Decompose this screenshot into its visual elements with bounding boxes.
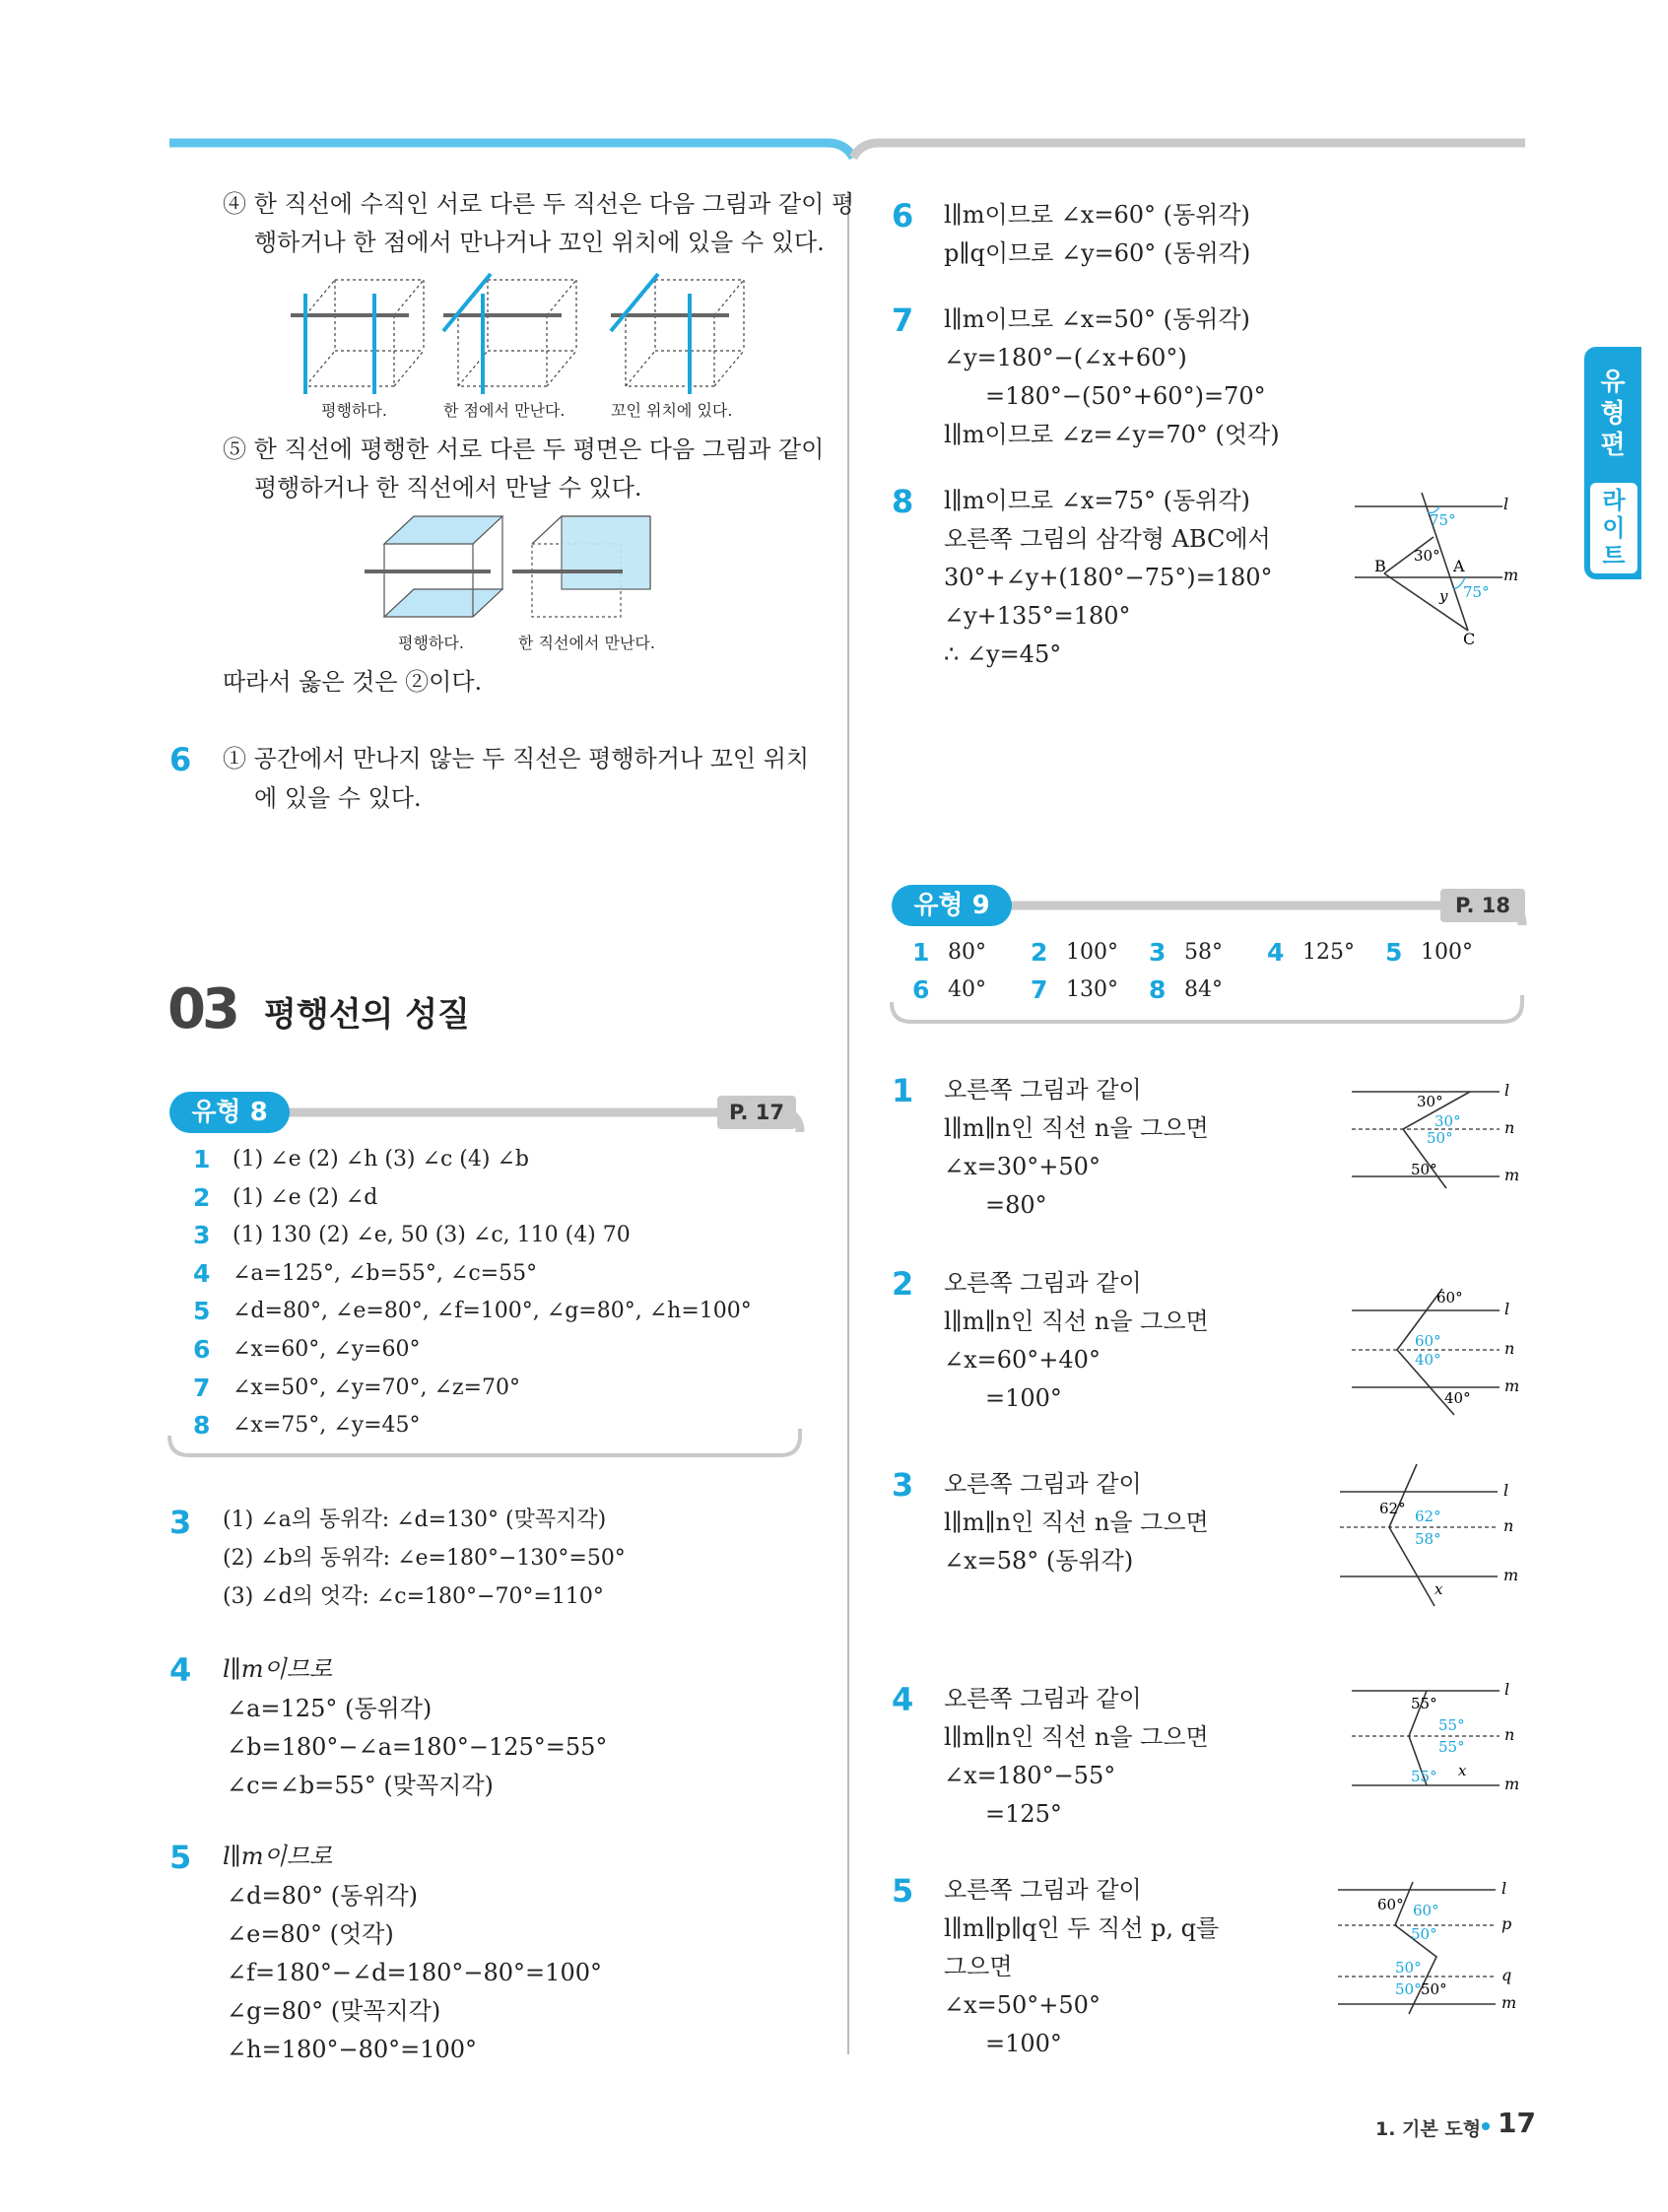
footer-page: 17 (1498, 2107, 1536, 2139)
type9-answer-number: 3 (1149, 938, 1167, 967)
q2-line2: l∥m∥n인 직선 n을 그으면 (944, 1307, 1209, 1335)
q2-line1: 오른쪽 그림과 같이 (944, 1269, 1142, 1297)
p6-line2: 에 있을 수 있다. (254, 784, 422, 812)
q5-angle-d: 50° (1395, 1959, 1422, 1977)
sol7-line2: ∠y=180°−(∠x+60°) (944, 344, 1187, 371)
q3-label-x: x (1434, 1580, 1443, 1598)
q5-label-p: p (1501, 1914, 1512, 1933)
type9-label: 유형 9 (892, 885, 1012, 926)
q1-label-l: l (1504, 1081, 1510, 1100)
q1-angle-c: 50° (1427, 1129, 1453, 1147)
q1-label-n: n (1504, 1118, 1515, 1137)
q4-line1: 오른쪽 그림과 같이 (944, 1685, 1142, 1712)
q5-line2: l∥m∥p∥q인 두 직선 p, q를 (944, 1914, 1220, 1942)
sol5-line6: ∠h=180°−80°=100° (227, 2036, 478, 2063)
side-tab-top: 유형편 (1600, 368, 1626, 460)
type8-answer-number: 3 (193, 1221, 211, 1250)
type9-answer-number: 8 (1149, 975, 1167, 1004)
type8-page: P. 17 (717, 1096, 796, 1129)
problem-number: 4 (892, 1681, 914, 1718)
sol3-line2: (2) ∠b의 동위각: ∠e=180°−130°=50° (223, 1546, 626, 1571)
q2-angle-a: 60° (1436, 1289, 1463, 1307)
q2-label-m: m (1504, 1376, 1520, 1395)
q4-label-l: l (1504, 1680, 1510, 1699)
type9-answer-value: 100° (1421, 940, 1473, 965)
q1-line4: =80° (985, 1191, 1047, 1219)
problem-number: 8 (892, 483, 914, 520)
figure-q3 (1340, 1460, 1527, 1608)
q1-line3: ∠x=30°+50° (944, 1153, 1101, 1180)
type9-answer-value: 58° (1184, 940, 1223, 965)
type8-answer-value: ∠x=60°, ∠y=60° (233, 1337, 421, 1362)
sol8-line5: ∴ ∠y=45° (944, 640, 1062, 668)
q3-label-l: l (1503, 1481, 1509, 1500)
q2-label-n: n (1504, 1339, 1515, 1358)
type9-answer-number: 6 (912, 975, 930, 1004)
q5-line4: ∠x=50°+50° (944, 1991, 1101, 2019)
figure-q5 (1338, 1878, 1525, 2016)
sol8-line4: ∠y+135°=180° (944, 602, 1131, 630)
problem-number: 6 (169, 741, 192, 778)
problem-number: 2 (892, 1265, 914, 1303)
problem-number: 1 (892, 1072, 914, 1109)
type8-answer-value: ∠x=75°, ∠y=45° (233, 1413, 421, 1439)
problem-number: 5 (892, 1872, 914, 1910)
q4-angle-a: 55° (1411, 1695, 1437, 1712)
q4-label-n: n (1504, 1725, 1515, 1744)
sol4-line2: ∠a=125° (동위각) (227, 1695, 433, 1722)
type8-answer-number: 7 (193, 1373, 211, 1402)
type9-answer-value: 130° (1066, 977, 1118, 1002)
q4-angle-d: 55° (1411, 1768, 1437, 1785)
problem-number: 3 (892, 1466, 914, 1504)
figure-q1 (1352, 1082, 1529, 1190)
fig8-label-y: y (1439, 587, 1448, 605)
q2-angle-d: 40° (1444, 1389, 1471, 1407)
q1-label-m: m (1504, 1166, 1520, 1184)
type8-answer-value: (1) 130 (2) ∠e, 50 (3) ∠c, 110 (4) 70 (233, 1223, 631, 1248)
sol8-line3: 30°+∠y+(180°−75°)=180° (944, 564, 1273, 591)
type9-answer-number: 4 (1267, 938, 1285, 967)
q5-label-q: q (1501, 1966, 1512, 1984)
q1-line2: l∥m∥n인 직선 n을 그으면 (944, 1114, 1209, 1142)
sol7-line3: =180°−(50°+60°)=70° (985, 382, 1266, 410)
sol5-line5: ∠g=80° (맞꼭지각) (227, 1997, 441, 2025)
sol5-line1: l∥m이므로 (223, 1843, 333, 1870)
q5-label-l: l (1501, 1879, 1507, 1898)
type9-answer-value: 80° (948, 940, 986, 965)
type8-label: 유형 8 (169, 1092, 290, 1133)
type9-page: P. 18 (1440, 889, 1525, 922)
q5-angle-b: 60° (1413, 1902, 1439, 1919)
q5-angle-c: 50° (1411, 1925, 1437, 1943)
q3-label-m: m (1503, 1566, 1519, 1584)
sol5-line3: ∠e=80° (엇각) (227, 1920, 394, 1948)
sol6-line1: l∥m이므로 ∠x=60° (동위각) (944, 201, 1250, 229)
q1-angle-b: 30° (1434, 1112, 1461, 1130)
figure-q2 (1352, 1269, 1529, 1427)
item4-line2: 행하거나 한 점에서 만나거나 꼬인 위치에 있을 수 있다. (254, 229, 825, 256)
q2-angle-b: 60° (1415, 1332, 1441, 1350)
q3-angle-c: 58° (1415, 1530, 1441, 1548)
sol5-line4: ∠f=180°−∠d=180°−80°=100° (227, 1959, 602, 1986)
q4-label-m: m (1504, 1775, 1520, 1793)
type8-answer-value: (1) ∠e (2) ∠d (233, 1184, 378, 1210)
type8-answer-number: 5 (193, 1297, 211, 1326)
q2-label-l: l (1504, 1300, 1510, 1318)
fig8-angle-75-top: 75° (1430, 511, 1456, 529)
sol8-line2: 오른쪽 그림의 삼각형 ABC에서 (944, 525, 1271, 553)
q3-line3: ∠x=58° (동위각) (944, 1547, 1134, 1575)
type8-answer-number: 1 (193, 1145, 211, 1173)
q5-angle-e: 50° (1395, 1980, 1422, 1998)
q1-line1: 오른쪽 그림과 같이 (944, 1076, 1142, 1104)
fig8-label-m: m (1503, 566, 1519, 584)
caption-planes-meet: 한 직선에서 만난다. (518, 634, 655, 652)
q4-label-x: x (1458, 1762, 1467, 1779)
q5-line3: 그으면 (944, 1953, 1013, 1980)
type8-answer-number: 4 (193, 1258, 211, 1288)
q3-angle-a: 62° (1379, 1500, 1406, 1517)
type9-answer-number: 1 (912, 938, 930, 967)
type8-answer-number: 6 (193, 1335, 211, 1364)
q4-angle-b: 55° (1438, 1716, 1465, 1734)
header-bar (0, 0, 1668, 158)
problem-number: 3 (169, 1504, 192, 1541)
p6-line1: ① 공간에서 만나지 않는 두 직선은 평행하거나 꼬인 위치 (223, 745, 810, 772)
fig8-label-a: A (1453, 557, 1465, 575)
item5-line2: 평행하거나 한 직선에서 만날 수 있다. (254, 474, 642, 502)
q4-line3: ∠x=180°−55° (944, 1762, 1116, 1789)
q4-angle-c: 55° (1438, 1738, 1465, 1756)
fig8-angle-30: 30° (1414, 547, 1440, 565)
q2-line3: ∠x=60°+40° (944, 1346, 1101, 1374)
q3-angle-b: 62° (1415, 1508, 1441, 1525)
column-divider (847, 192, 849, 2054)
type9-answer-value: 40° (948, 977, 986, 1002)
fig8-label-b: B (1374, 557, 1386, 575)
q2-angle-c: 40° (1415, 1351, 1441, 1369)
sol5-line2: ∠d=80° (동위각) (227, 1882, 419, 1910)
caption-skew: 꼬인 위치에 있다. (611, 401, 733, 420)
footer-dot (1482, 2122, 1490, 2130)
sol7-line4: l∥m이므로 ∠z=∠y=70° (엇각) (944, 421, 1280, 448)
q4-line4: =125° (985, 1800, 1062, 1828)
type9-answer-number: 2 (1031, 938, 1048, 967)
figure-q4 (1352, 1679, 1529, 1797)
caption-meet: 한 점에서 만난다. (443, 401, 566, 420)
q1-angle-a: 30° (1417, 1093, 1443, 1110)
type9-answer-number: 5 (1385, 938, 1403, 967)
problem-number: 6 (892, 197, 914, 235)
problem-number: 4 (169, 1651, 192, 1689)
type8-answer-value: ∠x=50°, ∠y=70°, ∠z=70° (233, 1374, 520, 1400)
type8-answer-value: ∠d=80°, ∠e=80°, ∠f=100°, ∠g=80°, ∠h=100° (233, 1299, 752, 1324)
sol4-line3: ∠b=180°−∠a=180°−125°=55° (227, 1733, 608, 1761)
problem-number: 5 (169, 1839, 192, 1876)
figure-triangle-abc (1355, 493, 1532, 650)
sol7-line1: l∥m이므로 ∠x=50° (동위각) (944, 305, 1250, 333)
q1-angle-d: 50° (1411, 1161, 1437, 1178)
type8-answer-number: 2 (193, 1182, 211, 1212)
type9-answer-value: 84° (1184, 977, 1223, 1002)
type9-answer-value: 100° (1066, 940, 1118, 965)
q3-line2: l∥m∥n인 직선 n을 그으면 (944, 1508, 1209, 1536)
sol4-line1: l∥m이므로 (223, 1655, 333, 1683)
item5-line1: ⑤ 한 직선에 평행한 서로 다른 두 평면은 다음 그림과 같이 (223, 436, 825, 463)
q4-line2: l∥m∥n인 직선 n을 그으면 (944, 1723, 1209, 1751)
fig8-angle-75: 75° (1463, 583, 1490, 601)
caption-parallel: 평행하다. (321, 401, 387, 420)
item4-line1: ④ 한 직선에 수직인 서로 다른 두 직선은 다음 그림과 같이 평 (223, 190, 855, 218)
problem-number: 7 (892, 302, 914, 339)
sol6-line2: p∥q이므로 ∠y=60° (동위각) (944, 239, 1251, 267)
footer-chapter: 1. 기본 도형 (1375, 2118, 1482, 2140)
sol3-line3: (3) ∠d의 엇각: ∠c=180°−70°=110° (223, 1584, 604, 1609)
q5-label-m: m (1501, 1993, 1517, 2012)
side-tab-bottom: 라이트 (1602, 487, 1626, 570)
q2-line4: =100° (985, 1384, 1062, 1412)
section-number: 03 (167, 977, 236, 1041)
q5-angle-f: 50° (1421, 1980, 1447, 1998)
type9-answer-number: 7 (1031, 975, 1048, 1004)
fig8-label-l: l (1503, 495, 1509, 513)
sol8-line1: l∥m이므로 ∠x=75° (동위각) (944, 487, 1250, 514)
sol3-line1: (1) ∠a의 동위각: ∠d=130° (맞꼭지각) (223, 1508, 607, 1532)
figure-perpendicular-lines (286, 274, 739, 392)
type8-answer-number: 8 (193, 1411, 211, 1441)
q5-line5: =100° (985, 2030, 1062, 2057)
conclusion: 따라서 옳은 것은 ②이다. (223, 668, 483, 696)
section-title: 평행선의 성질 (264, 995, 470, 1035)
fig8-label-c: C (1463, 630, 1476, 648)
type8-answer-value: ∠a=125°, ∠b=55°, ∠c=55° (233, 1260, 538, 1286)
type8-answer-value: (1) ∠e (2) ∠h (3) ∠c (4) ∠b (233, 1147, 529, 1172)
q5-angle-a: 60° (1377, 1896, 1404, 1913)
q3-label-n: n (1503, 1516, 1514, 1535)
figure-parallel-planes (365, 514, 660, 623)
q5-line1: 오른쪽 그림과 같이 (944, 1876, 1142, 1904)
type9-answer-value: 125° (1302, 940, 1355, 965)
caption-planes-parallel: 평행하다. (398, 634, 464, 652)
sol4-line4: ∠c=∠b=55° (맞꼭지각) (227, 1772, 494, 1799)
q3-line1: 오른쪽 그림과 같이 (944, 1470, 1142, 1498)
